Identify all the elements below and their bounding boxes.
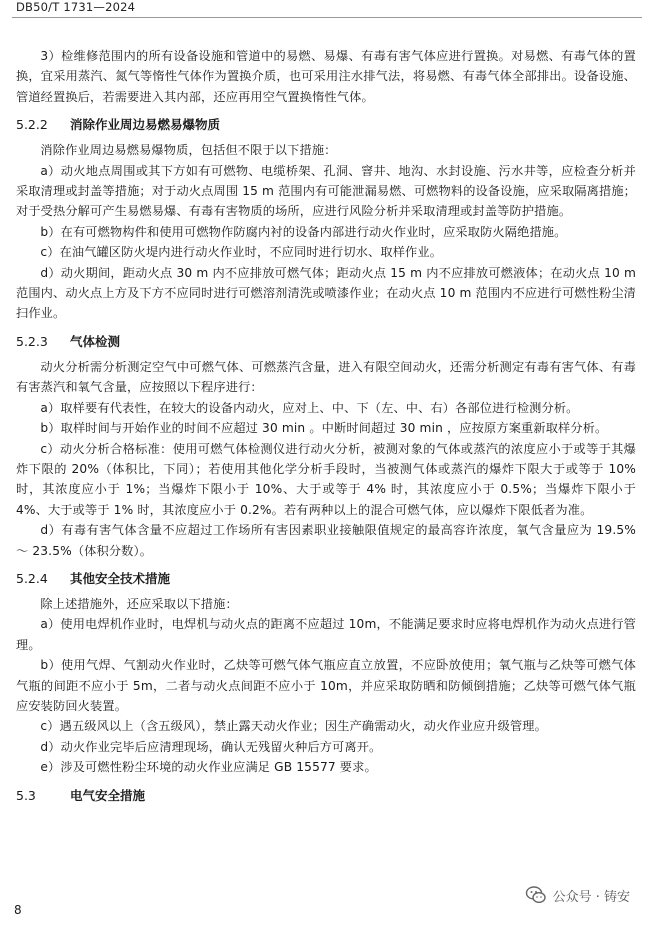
- watermark: [525, 884, 630, 906]
- section-title: 其他安全技术措施: [70, 570, 171, 586]
- list-item-a: a）使用电焊机作业时，电焊机与动火点的距离不应超过 10m，不能满足要求时应将电焊机作为动火点进行管理。: [16, 617, 636, 652]
- section-heading-5-2-3: [16, 333, 636, 351]
- header-rule: [12, 17, 642, 18]
- list-item-a: a）动火地点周围或其下方如有可燃物、电缆桥架、孔洞、窨井、地沟、水封设施、污水井等，应检查分析并采取清理或封盖等措施；对于动火点周围 15 m 范围内有可能泄漏易燃、可燃物料的设备设施，应采取隔离措施；对于受热分解可产生易燃易爆、有毒有害物质的场所，应进行风险分析并采取清理或封盖等防护措施。: [16, 163, 636, 219]
- section-heading-5-3: [16, 787, 636, 805]
- list-item-c: c）遇五级风以上（含五级风），禁止露天动火作业；因生产确需动火，动火作业应升级管理。: [40, 719, 547, 734]
- section-heading-5-2-4: [16, 570, 636, 588]
- section-intro: 消除作业周边易燃易爆物质，包括但不限于以下措施：: [40, 143, 337, 158]
- section-intro: 除上述措施外，还应采取以下措施：: [40, 596, 238, 611]
- list-item-c: c）在油气罐区防火堤内进行动火作业时，不应同时进行切水、取样作业。: [40, 245, 443, 260]
- list-item-d: d）有毒有害气体含量不应超过工作场所有害因素职业接触限值规定的最高容许浓度，氧气含量应为 19.5% ～ 23.5%（体积分数）。: [16, 523, 636, 558]
- document-body: [16, 46, 636, 811]
- watermark-text: 公众号 · 铸安: [552, 889, 630, 905]
- list-item-a: a）取样要有代表性，在较大的设备内动火，应对上、中、下（左、中、右）各部位进行检测分析。: [40, 400, 579, 415]
- list-item-e: e）涉及可燃性粉尘环境的动火作业应满足 GB 15577 要求。: [40, 760, 377, 775]
- list-item-b: b）使用气焊、气割动火作业时，乙炔等可燃气体气瓶应直立放置，不应卧放使用；氧气瓶与乙炔等可燃气体气瓶的间距不应小于 5m，二者与动火点间距不应小于 10m，并应采取防晒和防倾倒措施；乙炔等可燃气体气瓶应安装防回火装置。: [16, 658, 636, 713]
- list-item-b: b）在有可燃物构件和使用可燃物作防腐内衬的设备内部进行动火作业时，应采取防火隔绝措施。: [40, 224, 567, 239]
- paragraph-replacement: 3）检维修范围内的所有设备设施和管道中的易燃、易爆、有毒有害气体应进行置换。对易燃、有毒气体的置换，宜采用蒸汽、氮气等惰性气体作为置换介质，也可采用注水排气法，将易燃、有毒气体全部排出。设备设施、管道经置换后，若需要进入其内部，还应再用空气置换惰性气体。: [16, 49, 636, 104]
- section-title: 消除作业周边易燃易爆物质: [70, 117, 221, 133]
- list-item-c: c）动火分析合格标准：使用可燃气体检测仪进行动火分析，被测对象的气体或蒸汽的浓度应小于或等于其爆炸下限的 20%（体积比，下同）；若使用其他化学分析手段时，当被测气体或蒸汽的爆炸下限大于或等于 10% 时，其浓度应小于 1%；当爆炸下限小于 10%、大于或等于 4% 时，其浓度应小于 0.5%；当爆炸下限小于 4%、大于或等于 1% 时，其浓度应小于 0.2%。若有两种以上的混合可燃气体，应以爆炸下限低者为准。: [16, 441, 636, 517]
- page-number: 8: [14, 903, 22, 917]
- section-number: 5.2.3: [16, 333, 48, 349]
- doc-code-header: DB50/T 1731—2024: [16, 0, 136, 14]
- list-item-b: b）取样时间与开始作业的时间不应超过 30 min 。中断时间超过 30 min ，应按原方案重新取样分析。: [40, 421, 608, 436]
- section-intro: 动火分析需分析测定空气中可燃气体、可燃蒸汽含量，进入有限空间动火，还需分析测定有毒有害气体、有毒有害蒸汽和氧气含量，应按照以下程序进行：: [16, 359, 636, 395]
- section-title: 电气安全措施: [70, 787, 146, 803]
- section-number: 5.3: [16, 787, 36, 803]
- list-item-d: d）动火作业完毕后应清理现场，确认无残留火种后方可离开。: [40, 739, 382, 754]
- section-heading-5-2-2: [16, 116, 636, 134]
- section-title: 气体检测: [70, 333, 121, 349]
- wechat-icon: [525, 884, 547, 906]
- section-number: 5.2.4: [16, 570, 48, 586]
- section-number: 5.2.2: [16, 117, 48, 133]
- list-item-d: d）动火期间，距动火点 30 m 内不应排放可燃气体；距动火点 15 m 内不应排放可燃液体；在动火点 10 m 范围内、动火点上方及下方不应同时进行可燃溶剂清洗或喷漆作业；在动火点 10 m 范围内不应进行可燃性粉尘清扫作业。: [16, 265, 636, 321]
